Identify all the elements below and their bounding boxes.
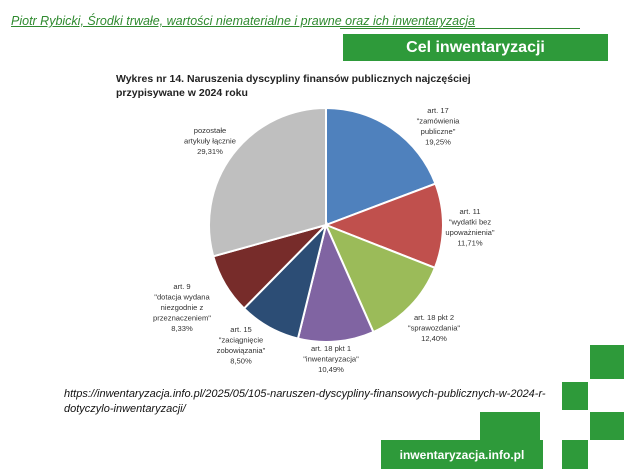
deco-square-2	[562, 382, 588, 410]
deco-square-4	[590, 412, 624, 440]
slice-label-6: pozostałe artykuły łącznie 29,31%	[184, 126, 236, 156]
slice-label-2: art. 18 pkt 2 "sprawozdania" 12,40%	[407, 313, 461, 343]
chart-title: Wykres nr 14. Naruszenia dyscypliny finansów publicznych najczęściej przypisywane w 2024 roku	[116, 73, 471, 99]
author-title: Piotr Rybicki, Środki trwałe, wartości niematerialne i prawne oraz ich inwentaryzacja	[11, 14, 476, 28]
deco-square-1	[590, 345, 624, 379]
slice-label-3: art. 18 pkt 1 "inwentaryzacja" 10,49%	[303, 344, 359, 374]
slice-label-1: art. 11 "wydatki bez upoważnienia" 11,71%	[445, 207, 495, 248]
section-title: Cel inwentaryzacji	[343, 34, 608, 61]
deco-square-5	[562, 440, 588, 469]
slice-label-0: art. 17 "zamówienia publiczne" 19,25%	[416, 106, 460, 147]
slice-label-4: art. 15 "zaciągnięcie zobowiązania" 8,50%	[216, 325, 266, 366]
slice-label-5: art. 9 "dotacja wydana niezgodnie z przeznaczeniem" 8,33%	[153, 282, 211, 333]
source-url[interactable]: https://inwentaryzacja.info.pl/2025/05/105-naruszen-dyscypliny-finansowych-publicznych-w-2024-r-dotyczylo-inwentaryzacji/	[64, 388, 546, 415]
deco-square-3	[480, 412, 540, 440]
brand-logo[interactable]: inwentaryzacja.info.pl	[381, 440, 543, 469]
